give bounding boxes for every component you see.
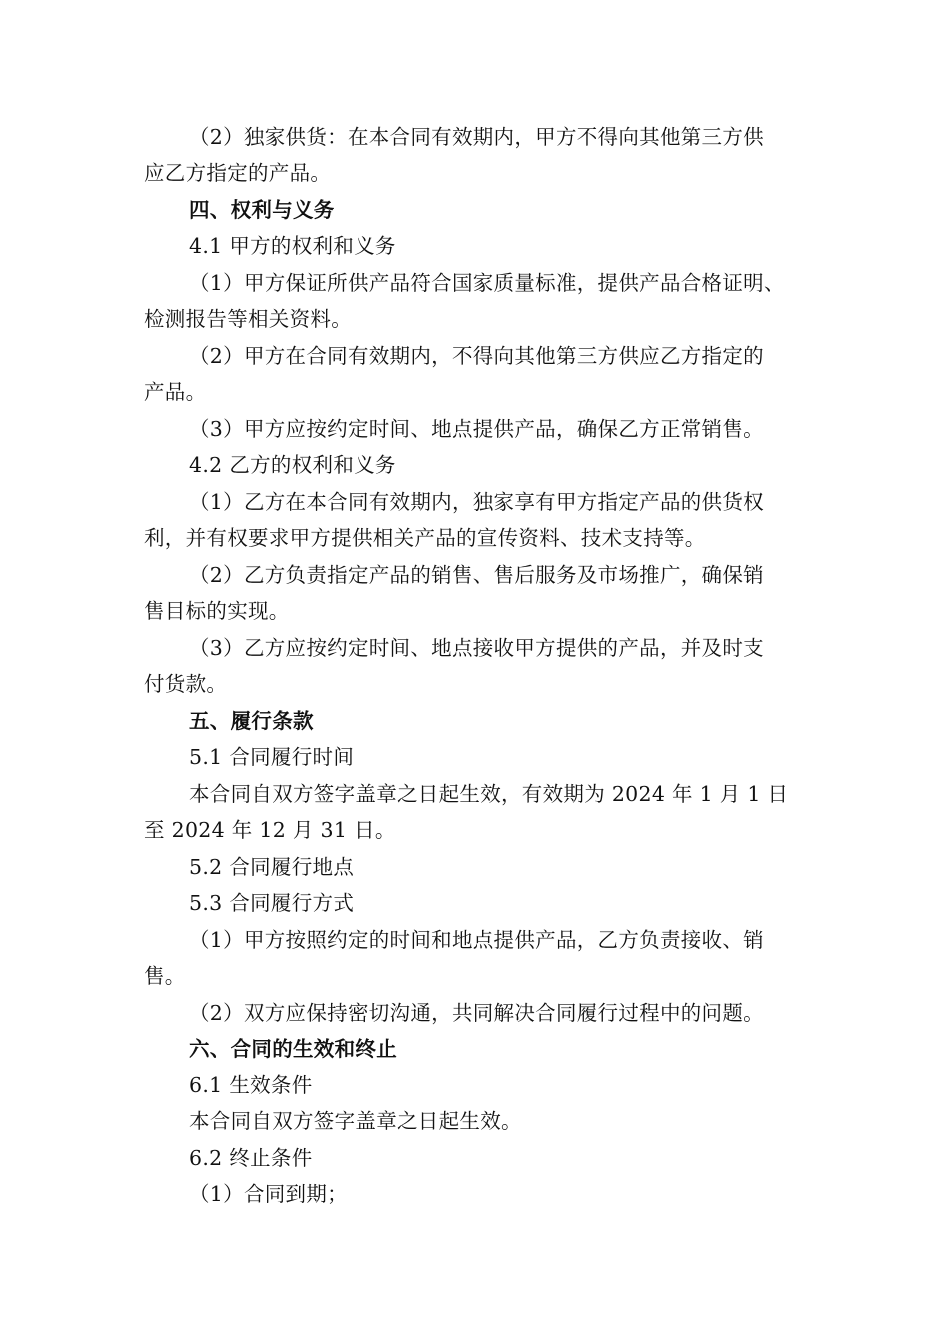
paragraph-line: 售。 [144,964,186,988]
paragraph-line: （3）乙方应按约定时间、地点接收甲方提供的产品，并及时支 [189,636,764,660]
paragraph-line: （2）乙方负责指定产品的销售、售后服务及市场推广，确保销 [189,563,764,587]
section-heading: 五、履行条款 [189,709,314,733]
subsection-heading: 5.1 合同履行时间 [189,745,355,769]
paragraph-line: （2）独家供货：在本合同有效期内，甲方不得向其他第三方供 [189,125,764,149]
paragraph-line: （1）合同到期； [189,1182,348,1206]
paragraph-line: 产品。 [144,380,207,404]
section-heading: 四、权利与义务 [189,198,335,222]
paragraph-line: 付货款。 [144,672,228,696]
paragraph-line: （2）甲方在合同有效期内，不得向其他第三方供应乙方指定的 [189,344,764,368]
paragraph-line: 至 2024 年 12 月 31 日。 [144,818,396,842]
subsection-heading: 4.2 乙方的权利和义务 [189,453,396,477]
paragraph-line: （3）甲方应按约定时间、地点提供产品，确保乙方正常销售。 [189,417,764,441]
paragraph-line: 售目标的实现。 [144,599,290,623]
paragraph-line: 本合同自双方签字盖章之日起生效，有效期为 2024 年 1 月 1 日 [189,782,789,806]
subsection-heading: 6.1 生效条件 [189,1073,313,1097]
subsection-heading: 6.2 终止条件 [189,1146,313,1170]
subsection-heading: 5.2 合同履行地点 [189,855,355,879]
paragraph-line: 利，并有权要求甲方提供相关产品的宣传资料、技术支持等。 [144,526,706,550]
section-heading: 六、合同的生效和终止 [189,1037,397,1061]
subsection-heading: 4.1 甲方的权利和义务 [189,234,396,258]
paragraph-line: （1）乙方在本合同有效期内，独家享有甲方指定产品的供货权 [189,490,764,514]
paragraph-line: 本合同自双方签字盖章之日起生效。 [189,1109,522,1133]
paragraph-line: 应乙方指定的产品。 [144,161,332,185]
paragraph-line: （1）甲方按照约定的时间和地点提供产品，乙方负责接收、销 [189,928,764,952]
subsection-heading: 5.3 合同履行方式 [189,891,355,915]
paragraph-line: 检测报告等相关资料。 [144,307,352,331]
paragraph-line: （2）双方应保持密切沟通，共同解决合同履行过程中的问题。 [189,1001,764,1025]
paragraph-line: （1）甲方保证所供产品符合国家质量标准，提供产品合格证明、 [189,271,785,295]
